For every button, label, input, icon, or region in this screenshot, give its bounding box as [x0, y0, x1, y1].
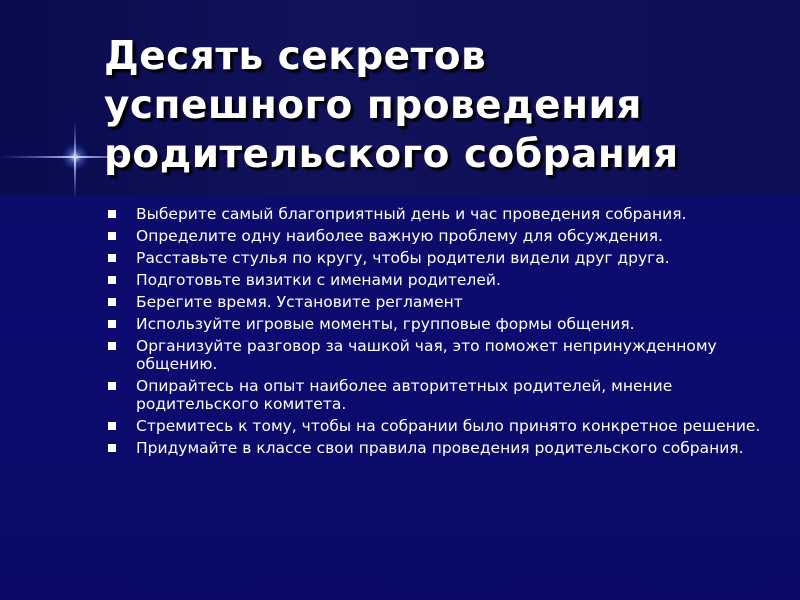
square-bullet-icon — [108, 422, 116, 430]
bullet-text: Определите одну наиболее важную проблему для обсуждения. — [136, 227, 663, 245]
list-item — [106, 249, 776, 267]
list-item — [106, 293, 776, 311]
square-bullet-icon — [108, 444, 116, 452]
square-bullet-icon — [108, 276, 116, 284]
list-item — [106, 205, 776, 223]
square-bullet-icon — [108, 342, 116, 350]
bullet-text: Придумайте в классе свои правила проведения родительского собрания. — [136, 439, 744, 457]
bullet-list — [106, 205, 776, 461]
list-item — [106, 315, 776, 333]
list-item — [106, 377, 776, 413]
bullet-text: Опирайтесь на опыт наиболее авторитетных родителей, мнение родительского комитета. — [136, 377, 673, 413]
bullet-text: Используйте игровые моменты, групповые формы общения. — [136, 315, 635, 333]
bullet-text: Берегите время. Установите регламент — [136, 293, 463, 311]
square-bullet-icon — [108, 210, 116, 218]
title-line: успешного проведения — [104, 83, 642, 128]
list-item — [106, 439, 776, 457]
title-line: Десять секретов — [104, 34, 487, 79]
title-line: родительского собрания — [104, 132, 679, 177]
slide-title — [104, 32, 784, 179]
bullet-text: Организуйте разговор за чашкой чая, это поможет непринужденному общению. — [136, 337, 717, 373]
square-bullet-icon — [108, 320, 116, 328]
square-bullet-icon — [108, 254, 116, 262]
list-item — [106, 271, 776, 289]
square-bullet-icon — [108, 232, 116, 240]
bullet-text: Выберите самый благоприятный день и час проведения собрания. — [136, 205, 687, 223]
square-bullet-icon — [108, 298, 116, 306]
list-item — [106, 417, 776, 435]
bullet-text: Расставьте стулья по кругу, чтобы родители видели друг друга. — [136, 249, 670, 267]
list-item — [106, 337, 776, 373]
bullet-text: Подготовьте визитки с именами родителей. — [136, 271, 501, 289]
bullet-text: Стремитесь к тому, чтобы на собрании было принято конкретное решение. — [136, 417, 761, 435]
list-item — [106, 227, 776, 245]
square-bullet-icon — [108, 382, 116, 390]
